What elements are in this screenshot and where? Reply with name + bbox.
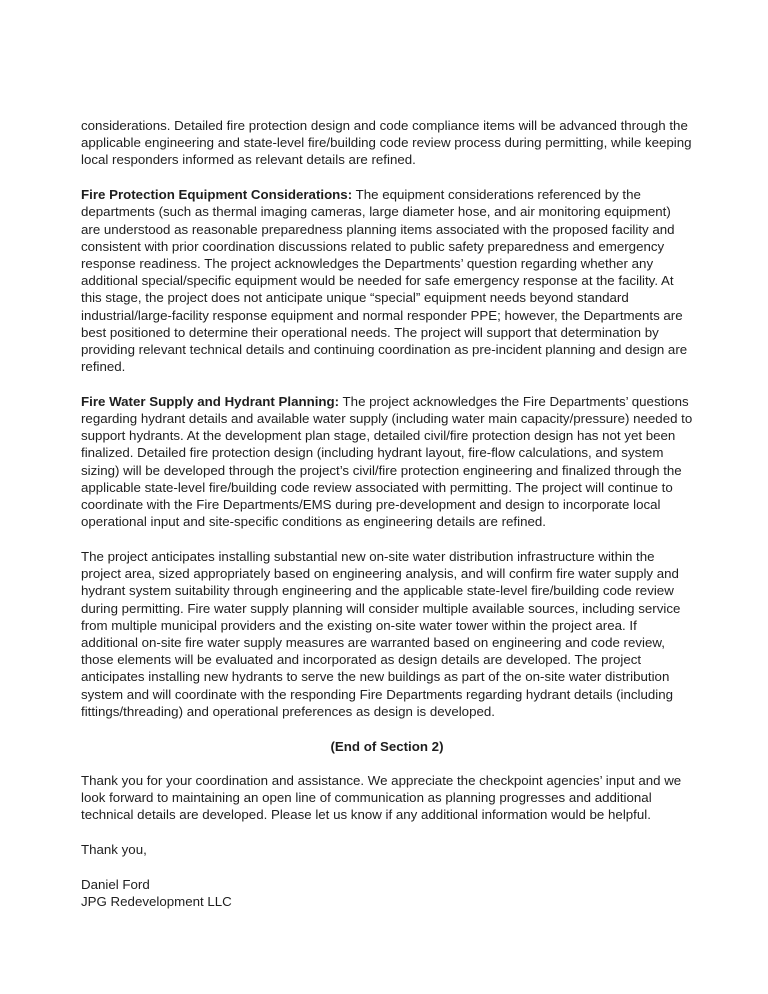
paragraph-equipment-considerations (81, 186, 693, 375)
paragraph-considerations (81, 117, 693, 169)
paragraph-heading: Fire Water Supply and Hydrant Planning: (81, 393, 340, 409)
signature-block (81, 876, 693, 910)
paragraph-water-supply (81, 393, 693, 531)
paragraph-text: The equipment considerations referenced by the departments (such as thermal imaging cameras, large diameter hose, and air monitoring equipment) are understood as reasonable preparedness planning items associated with the proposed facility and consistent with prior coordination discussions related to public safety preparedness and emergency response readiness. The project acknowledges the Departments’ question regarding whether any additional special/specific equipment would be needed for safe emergency response at the facility. At this stage, the project does not anticipate unique “special” equipment needs beyond standard industrial/large-facility response equipment and normal responder PPE; however, the Departments are best positioned to determine their operational needs. The project will support that determination by providing relevant technical details and continuing coordination as pre-incident planning and design are refined. (81, 187, 688, 375)
document-body (81, 117, 693, 910)
paragraph-text: considerations. Detailed fire protection design and code compliance items will be advanced through the applicable engineering and state-level fire/building code review process during permitting, while keeping local responders informed as relevant details are refined. (81, 118, 692, 168)
section-end-marker: (End of Section 2) (330, 738, 444, 754)
paragraph-text: The project anticipates installing substantial new on-site water distribution infrastructure within the project area, sized appropriately based on engineering analysis, and will confirm fire water supply and hydrant system suitability through engineering and the applicable state-level fire/building code review during permitting. Fire water supply planning will consider multiple available sources, including service from multiple municipal providers and the existing on-site water tower within the project area. If additional on-site fire water supply measures are warranted based on engineering and code review, those elements will be evaluated and incorporated as design details are developed. The project anticipates installing new hydrants to serve the new buildings as part of the on-site water distribution system and will coordinate with the responding Fire Departments regarding hydrant details (including fittings/threading) and operational preferences as design is developed. (81, 548, 681, 719)
signer-name: Daniel Ford (81, 876, 150, 892)
paragraph-text: The project acknowledges the Fire Departments’ questions regarding hydrant details and available water supply (including water main capacity/pressure) needed to support hydrants. At the development plan stage, detailed civil/fire protection design has not yet been finalized. Detailed fire protection design (including hydrant layout, fire-flow calculations, and system sizing) will be developed through the project’s civil/fire protection engineering and finalized through the applicable state-level fire/building code review associated with permitting. The project will continue to coordinate with the Fire Departments/EMS during pre-development and design to incorporate local operational input and site-specific conditions as engineering details are refined. (81, 393, 693, 530)
paragraph-water-infrastructure (81, 548, 693, 720)
closing-paragraph: Thank you for your coordination and assistance. We appreciate the checkpoint agencies’ input and we look forward to maintaining an open line of communication as planning progresses and additional technical details are developed. Please let us know if any additional information would be helpful. (81, 772, 682, 823)
signer-company: JPG Redevelopment LLC (81, 893, 232, 909)
signoff: Thank you, (81, 841, 147, 857)
paragraph-heading: Fire Protection Equipment Considerations: (81, 187, 353, 203)
